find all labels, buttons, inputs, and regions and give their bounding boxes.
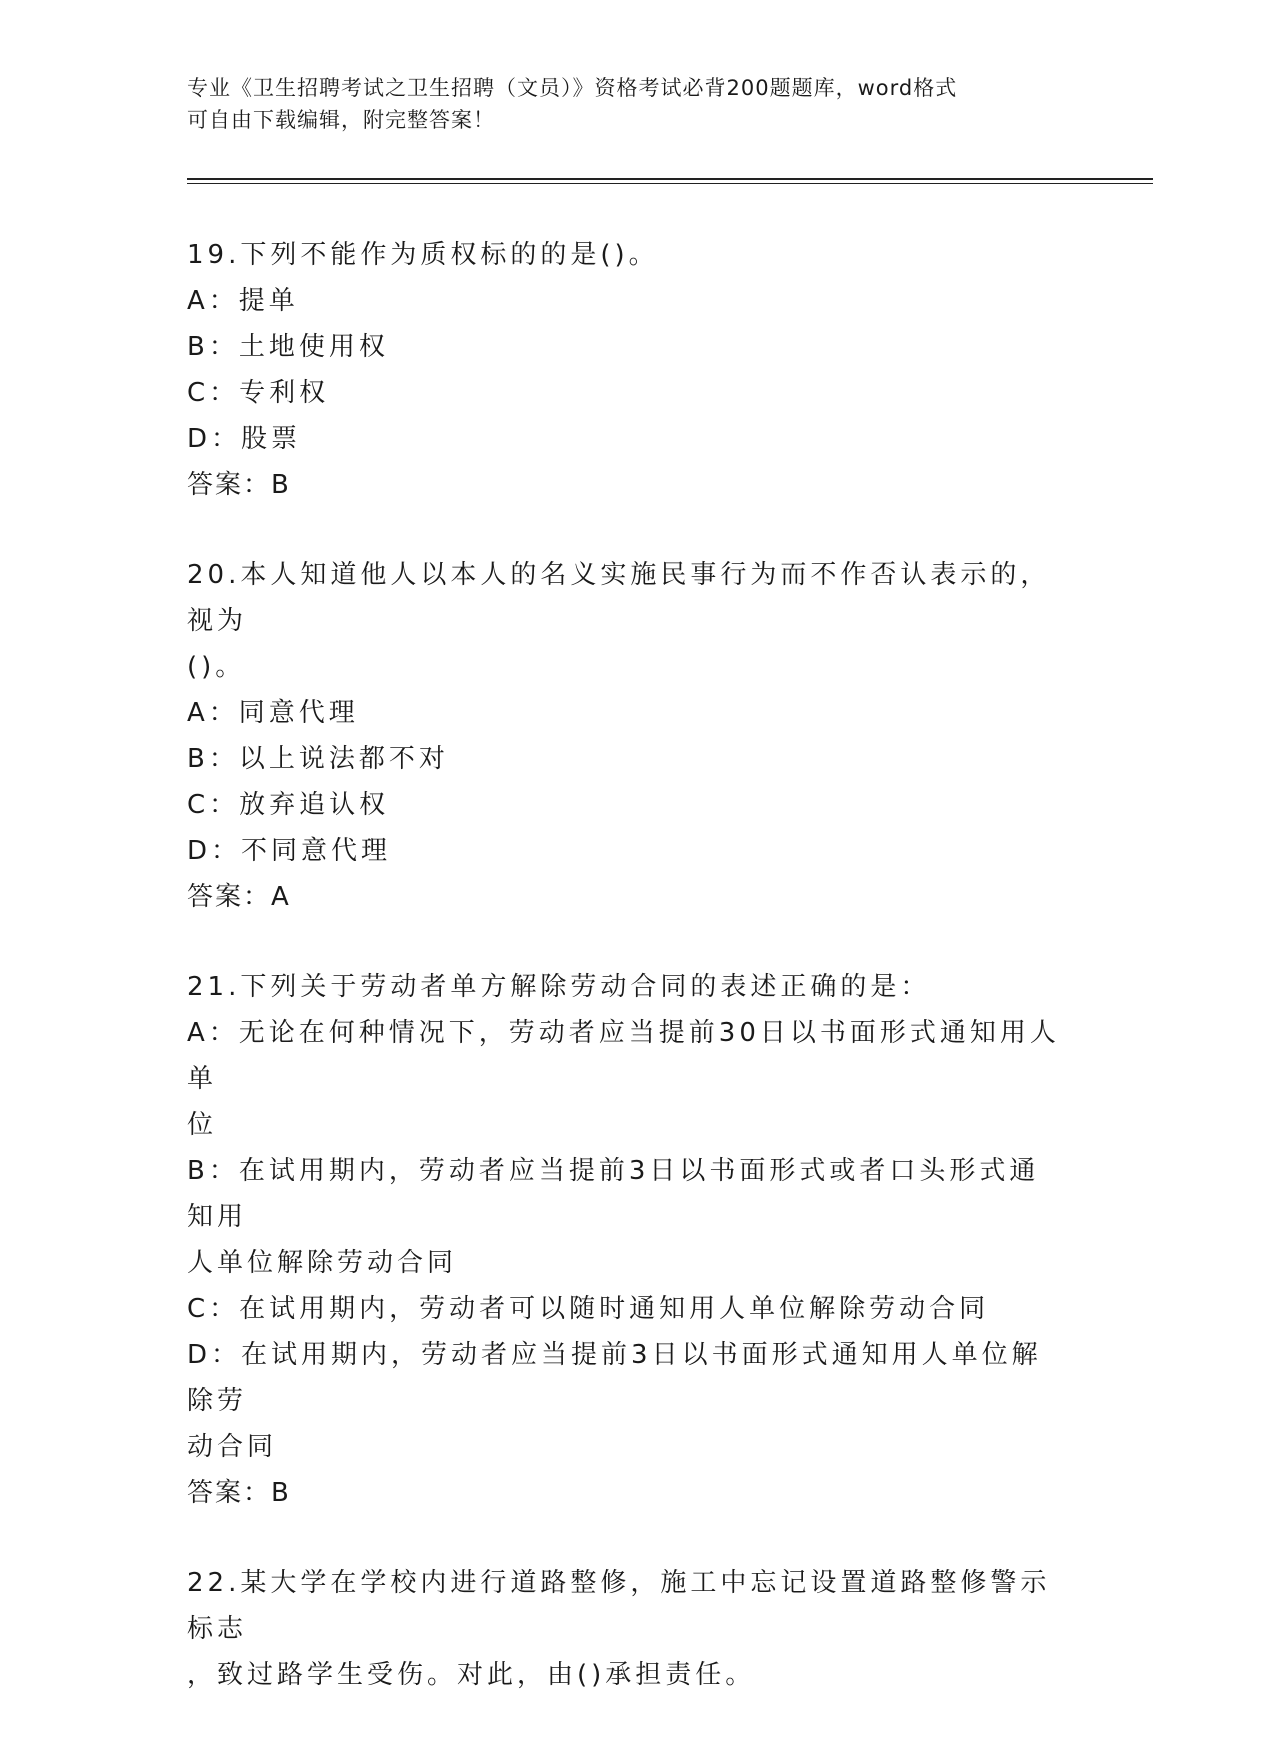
option-a: A：同意代理 <box>187 698 359 728</box>
header-divider-thin <box>187 183 1153 184</box>
question-stem: 21.下列关于劳动者单方解除劳动合同的表述正确的是： <box>187 972 931 1002</box>
option-a: A：提单 <box>187 286 299 316</box>
question-stem-cont: ，致过路学生受伤。对此，由()承担责任。 <box>187 1660 756 1690</box>
answer-label: 答案：B <box>187 470 291 500</box>
option-d: D：不同意代理 <box>187 836 392 866</box>
option-d-cont: 动合同 <box>187 1432 278 1462</box>
question-19 <box>187 232 1067 508</box>
option-a-cont: 位 <box>187 1110 218 1140</box>
option-b: B：以上说法都不对 <box>187 744 449 774</box>
question-list <box>187 232 1067 1742</box>
header-line-2: 可自由下载编辑，附完整答案！ <box>187 108 495 132</box>
option-c: C：在试用期内，劳动者可以随时通知用人单位解除劳动合同 <box>187 1294 990 1324</box>
question-21 <box>187 964 1067 1516</box>
option-d: D：股票 <box>187 424 302 454</box>
answer-label: 答案：B <box>187 1478 291 1508</box>
option-d: D：在试用期内，劳动者应当提前3日以书面形式通知用人单位解除劳 <box>187 1340 1042 1416</box>
question-stem-cont: ()。 <box>187 652 246 682</box>
question-stem: 22.某大学在学校内进行道路整修，施工中忘记设置道路整修警示标志 <box>187 1568 1051 1644</box>
question-20 <box>187 552 1067 920</box>
option-a: A：无论在何种情况下，劳动者应当提前30日以书面形式通知用人单 <box>187 1018 1060 1094</box>
option-c: C：专利权 <box>187 378 330 408</box>
header-divider-thick <box>187 178 1153 180</box>
option-b: B：在试用期内，劳动者应当提前3日以书面形式或者口头形式通知用 <box>187 1156 1040 1232</box>
header-line-1: 专业《卫生招聘考试之卫生招聘（文员）》资格考试必背200题题库，word格式 <box>187 76 958 100</box>
question-stem: 20.本人知道他人以本人的名义实施民事行为而不作否认表示的，视为 <box>187 560 1051 636</box>
answer-label: 答案：A <box>187 882 291 912</box>
question-22 <box>187 1560 1067 1698</box>
option-b: B：土地使用权 <box>187 332 389 362</box>
document-header <box>187 72 1067 136</box>
option-b-cont: 人单位解除劳动合同 <box>187 1248 458 1278</box>
option-c: C：放弃追认权 <box>187 790 390 820</box>
question-stem: 19.下列不能作为质权标的的是()。 <box>187 240 659 270</box>
